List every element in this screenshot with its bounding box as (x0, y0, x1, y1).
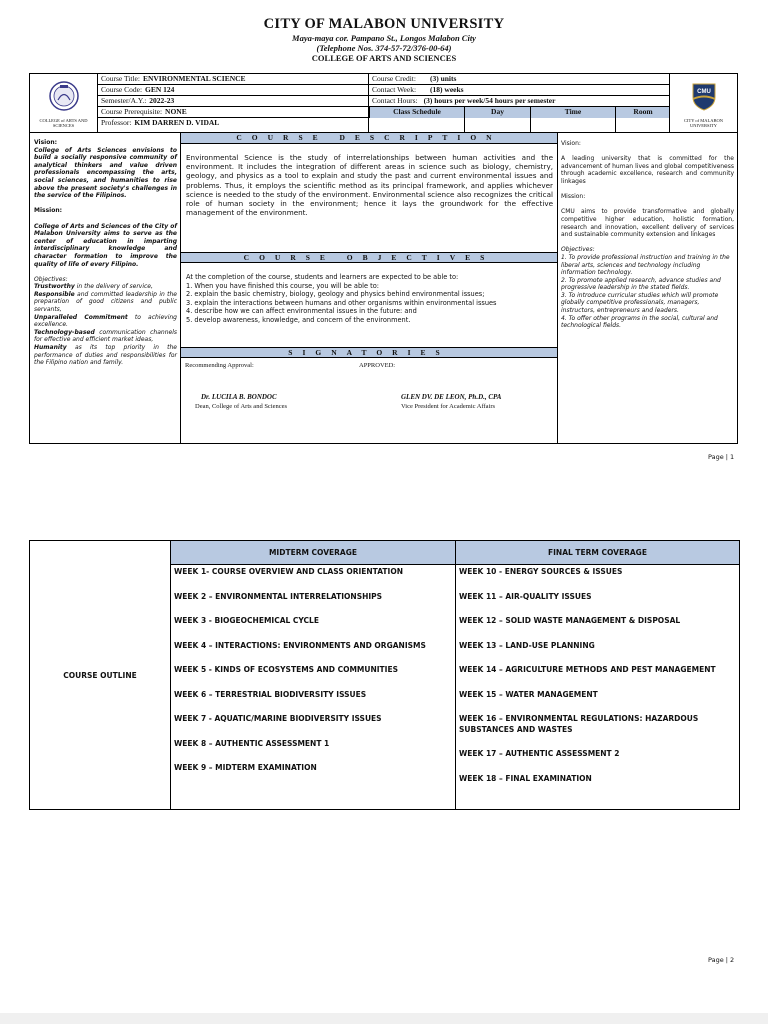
course-outline-label: COURSE OUTLINE (30, 541, 171, 809)
page-number-1: Page | 1 (708, 453, 735, 461)
college-objectives-list (34, 283, 177, 367)
vp-name: GLEN DV. DE LEON, Ph.D., CPA (401, 393, 502, 401)
college-objective (34, 314, 177, 329)
objective-text: communication channels for effective and efficient market ideas, (34, 328, 177, 344)
dean-name: Dr. LUCILA B. BONDOC (201, 393, 277, 401)
objective-text: in the delivery of service, (74, 283, 153, 291)
objective-text: to achieving excellence. (34, 313, 177, 329)
schedule-row (369, 118, 670, 132)
course-code-row (98, 85, 368, 96)
university-objective-item: 1. To provide professional instruction and training in the liberal arts, sciences and technology including information technology. (561, 253, 730, 277)
week-item: WEEK 12 – SOLID WASTE MANAGEMENT & DISPOSAL (459, 616, 681, 625)
prerequisite-row (98, 107, 368, 118)
approved-label: APPROVED: (359, 362, 396, 369)
course-main-table (29, 133, 738, 444)
room-header: Room (615, 107, 670, 118)
college-objective (34, 291, 177, 314)
final-week-list (456, 565, 739, 784)
semester-row (98, 96, 368, 107)
college-mission-text: College of Arts and Sciences of the City of Malabon University aims to serve as the center of education in imparting interdisciplinary knowledge and character formation to improve the quality of life of every Filipino. (34, 222, 177, 268)
week-item: WEEK 10 - ENERGY SOURCES & ISSUES (459, 567, 623, 576)
course-objective-item: 3. explain the interactions between humans and other organisms within environmental issues (186, 298, 497, 307)
week-item: WEEK 13 – LAND-USE PLANNING (459, 640, 595, 650)
course-info-table (29, 73, 738, 133)
university-objectives-list (561, 254, 734, 330)
objective-text: and committed leadership in the preparation of good citizens and public servants, (34, 290, 177, 314)
course-objective-item: 4. describe how we can affect environmental issues in the future: and (186, 307, 417, 316)
week-item: WEEK 8 – AUTHENTIC ASSESSMENT 1 (174, 738, 330, 748)
week-item: WEEK 4 – INTERACTIONS: ENVIRONMENTS AND ORGANISMS (174, 640, 426, 650)
schedule-cell-divider (530, 118, 531, 132)
professor-row (98, 118, 368, 129)
college-seal-icon (49, 81, 79, 111)
dean-position: Dean, College of Arts and Sciences (195, 403, 288, 410)
university-objective-item: 3. To introduce curricular studies which will promote globally competitive professionals, managers, instructors, entrepreneurs and leaders. (561, 291, 719, 315)
course-credit-row (369, 74, 670, 85)
university-vision-mission (558, 133, 738, 443)
university-shield-icon (689, 81, 719, 111)
objective-keyword: Unparalleled Commitment (34, 313, 128, 321)
contact-hours-label: Contact Hours: (372, 96, 418, 105)
week-item: WEEK 2 – ENVIRONMENTAL INTERRELATIONSHIPS (174, 591, 383, 601)
course-credit-label: Course Credit: (372, 74, 416, 83)
time-header: Time (530, 107, 615, 118)
university-telephone: (Telephone Nos. 374-57-72/376-00-64) (316, 43, 452, 53)
course-code-value: GEN 124 (145, 85, 175, 94)
signatories-band: SIGNATORIES (181, 347, 557, 358)
university-vision-text: A leading university that is committed for the advancement of human lives and global competitiveness through academic excellence, research and community linkages (561, 155, 734, 185)
college-vision-mission (30, 133, 181, 443)
course-description-text: Environmental Science is the study of interrelationships between human activities and the environment. It includes the integration of different areas in science such as biology, chemistry, geology, and physics as a tool to explain and study the past and current environmental issues and problems. Thus, it employs the scientific method as its principal framework, and applies whichever science is needed to the study of the environment. Environmental science also recognizes the critical role of human society in the environment; hence it lays the groundwork for the effective management of the environment. (186, 153, 553, 218)
course-outline-table (29, 540, 740, 810)
college-objective (34, 283, 177, 291)
prerequisite-label: Course Prerequisite: (101, 107, 163, 116)
college-objective (34, 344, 177, 367)
contact-week-value: (18) weeks (430, 85, 464, 94)
midterm-coverage-header: MIDTERM COVERAGE (171, 541, 455, 565)
university-mission-title: Mission: (561, 193, 586, 201)
contact-week-row (369, 85, 670, 96)
college-objectives-title: Objectives: (34, 275, 68, 283)
course-objectives-band: COURSE OBJECTIVES (181, 252, 557, 263)
midterm-week-list (171, 565, 455, 774)
university-address: Maya-maya cor. Pampano St., Longos Malabon City (292, 33, 476, 43)
contact-hours-value: (3) hours per week/54 hours per semester (423, 96, 556, 105)
semester-value: 2022-23 (149, 96, 175, 105)
course-objective-item: 1. When you have finished this course, you will be able to: (186, 281, 379, 290)
professor-value: KIM DARREN D. VIDAL (134, 118, 220, 127)
recommending-approval-label: Recommending Approval: (185, 362, 254, 369)
midterm-coverage-column (171, 541, 456, 809)
week-item: WEEK 11 – AIR-QUALITY ISSUES (459, 591, 592, 601)
document-header (0, 16, 768, 64)
objective-keyword: Humanity (34, 344, 67, 352)
week-item: WEEK 9 – MIDTERM EXAMINATION (174, 763, 317, 772)
professor-label: Professor: (101, 118, 132, 127)
semester-label: Semester/A.Y.: (101, 96, 147, 105)
university-objective-item: 4. To offer other programs in the social, cultural and technological fields. (561, 314, 718, 330)
week-item: WEEK 18 – FINAL EXAMINATION (459, 773, 592, 783)
course-title-row (98, 74, 368, 85)
objective-text: as its top priority in the performance of duties and responsibilities for the Filipino nation and family. (34, 344, 177, 367)
objective-keyword: Trustworthy (34, 283, 75, 291)
contact-hours-row (369, 96, 670, 107)
college-logo-caption: COLLEGE of ARTS AND SCIENCES (39, 118, 88, 128)
course-code-label: Course Code: (101, 85, 143, 94)
week-item: WEEK 7 - AQUATIC/MARINE BIODIVERSITY ISSUES (174, 714, 382, 723)
university-mission-text: CMU aims to provide transformative and globally competitive higher education, holistic formation, research and innovation, excellent delivery of services and sustainable community extension and linkages (561, 208, 734, 239)
course-objective-item: 5. develop awareness, knowledge, and concern of the environment. (186, 315, 411, 324)
course-title-value: ENVIRONMENTAL SCIENCE (142, 74, 246, 83)
college-vision-text: College of Arts Sciences envisions to build a socially responsive community of analytical thinkers and value driven professionals encompassing the arts, social sciences, and humanities to rise above the present society's challenges in the service of the Filipinos. (34, 146, 177, 200)
schedule-cell-divider (615, 118, 616, 132)
signatories-section (181, 358, 557, 438)
college-vision-title: Vision: (34, 139, 58, 146)
week-item: WEEK 15 – WATER MANAGEMENT (459, 689, 598, 699)
objective-keyword: Technology-based (34, 328, 95, 336)
objective-keyword: Responsible (34, 290, 75, 298)
week-item: WEEK 1- COURSE OVERVIEW AND CLASS ORIENTATION (174, 567, 403, 576)
course-credit-value: (3) units (429, 74, 457, 83)
week-item: WEEK 16 – ENVIRONMENTAL REGULATIONS: HAZARDOUS SUBSTANCES AND WASTES (459, 714, 699, 734)
schedule-cell-divider (464, 118, 465, 132)
college-objective (34, 329, 177, 344)
university-objectives-title: Objectives: (561, 246, 595, 254)
course-objectives (181, 263, 557, 347)
university-vision-title: Vision: (561, 140, 581, 147)
final-coverage-header: FINAL TERM COVERAGE (456, 541, 739, 565)
week-item: WEEK 3 - BIOGEOCHEMICAL CYCLE (174, 616, 319, 625)
page-break (0, 1013, 768, 1024)
class-schedule-header: Class Schedule (369, 107, 464, 118)
week-item: WEEK 14 – AGRICULTURE METHODS AND PEST MANAGEMENT (459, 665, 716, 674)
college-mission-title: Mission: (34, 207, 63, 215)
course-objectives-intro: At the completion of the course, students and learners are expected to be able to: (186, 273, 459, 281)
course-objective-item: 2. explain the basic chemistry, biology, geology and physics behind environmental issues; (186, 290, 485, 299)
college-name: COLLEGE OF ARTS AND SCIENCES (311, 53, 457, 63)
contact-week-label: Contact Week: (372, 85, 417, 94)
week-item: WEEK 17 – AUTHENTIC ASSESSMENT 2 (459, 749, 620, 758)
prerequisite-value: NONE (165, 107, 187, 116)
college-logo (30, 74, 98, 132)
university-badge-text: CMU (696, 89, 711, 95)
course-description-band: COURSE DESCRIPTION (181, 133, 557, 144)
day-header: Day (464, 107, 530, 118)
final-coverage-column (456, 541, 739, 809)
page-number-2: Page | 2 (708, 956, 735, 964)
university-objective-item: 2. To promote applied research, advance studies and progressive leadership in the stated fields. (561, 276, 721, 292)
university-logo-caption: CITY of MALABON UNIVERSITY (683, 118, 724, 128)
university-name: CITY OF MALABON UNIVERSITY (263, 16, 505, 32)
week-item: WEEK 5 - KINDS OF ECOSYSTEMS AND COMMUNITIES (174, 665, 398, 674)
course-details (181, 133, 558, 443)
vp-position: Vice President for Academic Affairs (401, 403, 496, 410)
week-item: WEEK 6 – TERRESTRIAL BIODIVERSITY ISSUES (174, 689, 367, 699)
course-objectives-list (186, 282, 553, 325)
university-logo (669, 74, 737, 132)
course-title-label: Course Title: (101, 74, 140, 83)
